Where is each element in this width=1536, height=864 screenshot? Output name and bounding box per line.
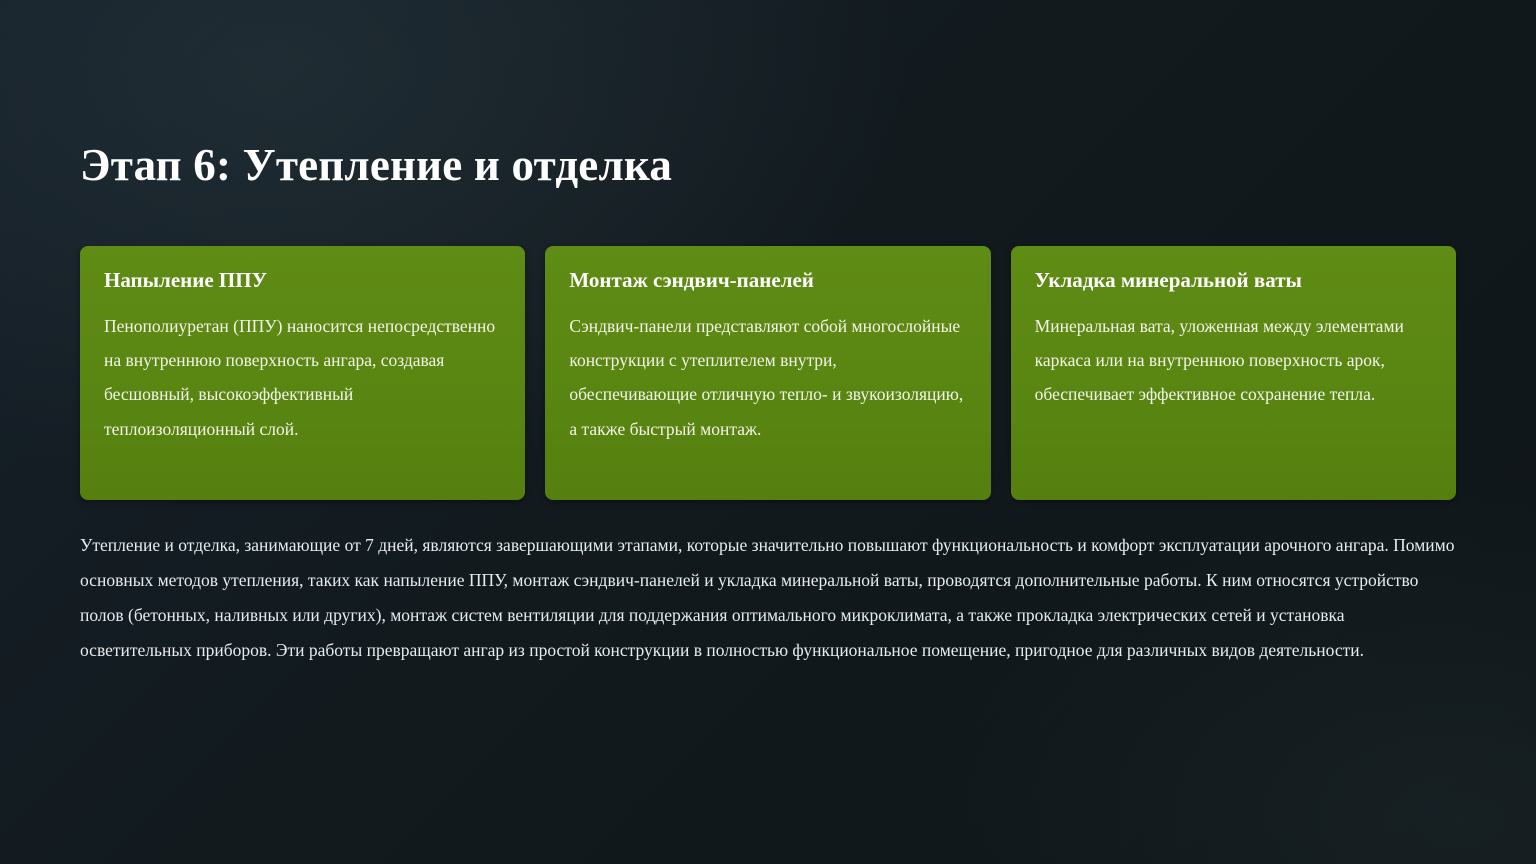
card-ppu-spraying: [80, 246, 525, 500]
body-paragraph: Утепление и отделка, занимающие от 7 дней, являются завершающими этапами, которые значительно повышают функциональность и комфорт эксплуатации арочного ангара. Помимо основных методов утепления, таких как напыление ППУ, монтаж сэндвич-панелей и укладка минеральной ваты, проводятся дополнительные работы. К ним относятся устройство полов (бетонных, наливных или других), монтаж систем вентиляции для поддержания оптимального микроклимата, а также прокладка электрических сетей и установка осветительных приборов. Эти работы превращают ангар из простой конструкции в полностью функциональное помещение, пригодное для различных видов деятельности.: [80, 535, 1455, 660]
card-title: Напыление ППУ: [104, 268, 268, 292]
card-mineral-wool: [1011, 246, 1456, 500]
card-title: Укладка минеральной ваты: [1034, 268, 1302, 292]
card-sandwich-panels: [545, 246, 990, 500]
card-text: Сэндвич-панели представляют собой многослойные конструкции с утеплителем внутри, обеспечивающие отличную тепло- и звукоизоляцию, а также быстрый монтаж.: [569, 316, 964, 439]
cards-row: [80, 246, 1456, 500]
card-title: Монтаж сэндвич-панелей: [569, 268, 814, 292]
card-text: Минеральная вата, уложенная между элементами каркаса или на внутреннюю поверхность арок, обеспечивает эффективное сохранение тепла.: [1034, 316, 1404, 405]
page-title: Этап 6: Утепление и отделка: [80, 140, 673, 190]
card-text: Пенополиуретан (ППУ) наносится непосредственно на внутреннюю поверхность ангара, создавая бесшовный, высокоэффективный теплоизоляционный слой.: [104, 316, 496, 439]
